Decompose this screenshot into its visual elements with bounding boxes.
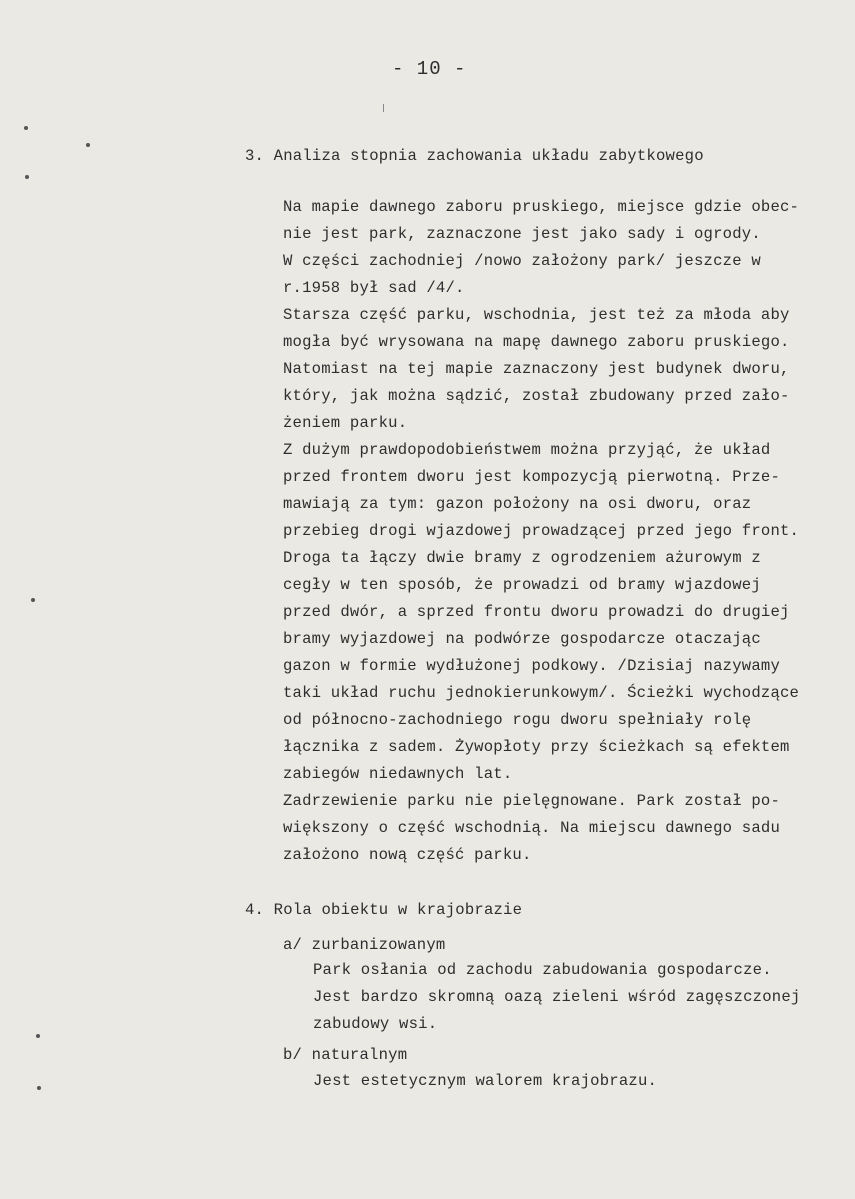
- margin-mark: [37, 1086, 41, 1090]
- body-line: zabiegów niedawnych lat.: [283, 765, 513, 783]
- margin-mark: [31, 598, 35, 602]
- body-line: cegły w ten sposób, że prowadzi od bramy wjazdowej: [283, 576, 761, 594]
- body-line: taki układ ruchu jednokierunkowym/. Ścieżki wychodzące: [283, 684, 800, 702]
- body-line: większony o część wschodnią. Na miejscu dawnego sadu: [283, 819, 781, 837]
- subsection-a-line: zabudowy wsi.: [313, 1015, 438, 1033]
- subsection-a-line: Jest bardzo skromną oazą zieleni wśród zagęszczonej: [313, 988, 801, 1006]
- section-3-heading: 3. Analiza stopnia zachowania układu zabytkowego: [245, 147, 704, 165]
- body-line: który, jak można sądzić, został zbudowany przed zało-: [283, 387, 790, 405]
- body-line: łącznika z sadem. Żywopłoty przy ścieżkach są efektem: [283, 738, 790, 756]
- body-line: Zadrzewienie parku nie pielęgnowane. Park został po-: [283, 792, 781, 810]
- body-line: r.1958 był sad /4/.: [283, 279, 465, 297]
- body-line: mawiają za tym: gazon położony na osi dworu, oraz: [283, 495, 752, 513]
- body-line: bramy wyjazdowej na podwórze gospodarcze otaczając: [283, 630, 761, 648]
- body-line: mogła być wrysowana na mapę dawnego zaboru pruskiego.: [283, 333, 790, 351]
- body-line: W części zachodniej /nowo założony park/ jeszcze w: [283, 252, 761, 270]
- body-line: gazon w formie wydłużonej podkowy. /Dzisiaj nazywamy: [283, 657, 781, 675]
- body-line: Starsza część parku, wschodnia, jest też za młoda aby: [283, 306, 790, 324]
- margin-mark: [86, 143, 90, 147]
- body-line: od północno-zachodniego rogu dworu spełniały rolę: [283, 711, 752, 729]
- subsection-a-line: Park osłania od zachodu zabudowania gospodarcze.: [313, 961, 772, 979]
- subsection-b-label: b/ naturalnym: [283, 1046, 408, 1064]
- body-line: żeniem parku.: [283, 414, 408, 432]
- margin-mark: [36, 1034, 40, 1038]
- margin-mark: [25, 175, 29, 179]
- body-line: Droga ta łączy dwie bramy z ogrodzeniem ażurowym z: [283, 549, 761, 567]
- body-line: Natomiast na tej mapie zaznaczony jest budynek dworu,: [283, 360, 790, 378]
- body-line: Z dużym prawdopodobieństwem można przyjąć, że układ: [283, 441, 771, 459]
- body-line: Na mapie dawnego zaboru pruskiego, miejsce gdzie obec-: [283, 198, 800, 216]
- body-line: przed dwór, a sprzed frontu dworu prowadzi do drugiej: [283, 603, 790, 621]
- body-line: przed frontem dworu jest kompozycją pierwotną. Prze-: [283, 468, 781, 486]
- subsection-a-label: a/ zurbanizowanym: [283, 936, 446, 954]
- body-line: założono nową część parku.: [283, 846, 532, 864]
- section-4-heading: 4. Rola obiektu w krajobrazie: [245, 901, 523, 919]
- body-line: nie jest park, zaznaczone jest jako sady i ogrody.: [283, 225, 761, 243]
- body-line: przebieg drogi wjazdowej prowadzącej przed jego front.: [283, 522, 800, 540]
- margin-mark: [383, 104, 384, 112]
- page-number: - 10 -: [392, 58, 467, 80]
- margin-mark: [24, 126, 28, 130]
- subsection-b-line: Jest estetycznym walorem krajobrazu.: [313, 1072, 658, 1090]
